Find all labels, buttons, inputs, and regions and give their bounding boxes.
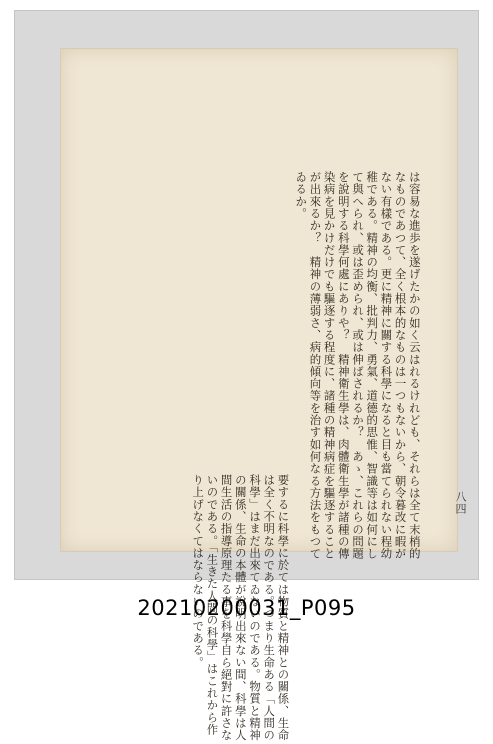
paragraph-1: は容易な進歩を遂げたかの如く云はれるけれども、それらは全て末梢的なものであつて、全く根本的なものは一つもないから、朝令暮改に暇がない有樣である。更に精神に關する科學になると目も當てられない程幼稚である。精神の均衡、批判力、勇氣、道德的思惟、智識等は如何にして與へられ、或は歪められ、或は伸ばされるか？ あゝ、これらの問題を說明する科學何處にありや？ 精神衛生學は、肉體衛生學が諸種の傳染病を見かけだけでも驅逐する程度に、諸種の精神病症を驅逐することが出來るか？ 精神の薄弱さ、病的傾向等を治す如何なる方法をもつてゐるか。 <box>294 171 422 560</box>
image-id-label: 20210200031_P095 <box>137 596 356 620</box>
page-number: 八四 <box>454 491 467 515</box>
paragraph-2: 要するに科學に於ては物質と精神との關係、生命は全く不明なのである。つまり生命ある「人間の科學」はまだ出來てゐないのである。物質と精神の關係、生命の本體が說明出來ない間、科學は人間生活の指導原理たる事を科學自ら絕對に許さないのである。「生きた人間の科學」はこれから作り上げなくてはならないのである。 <box>191 474 291 742</box>
